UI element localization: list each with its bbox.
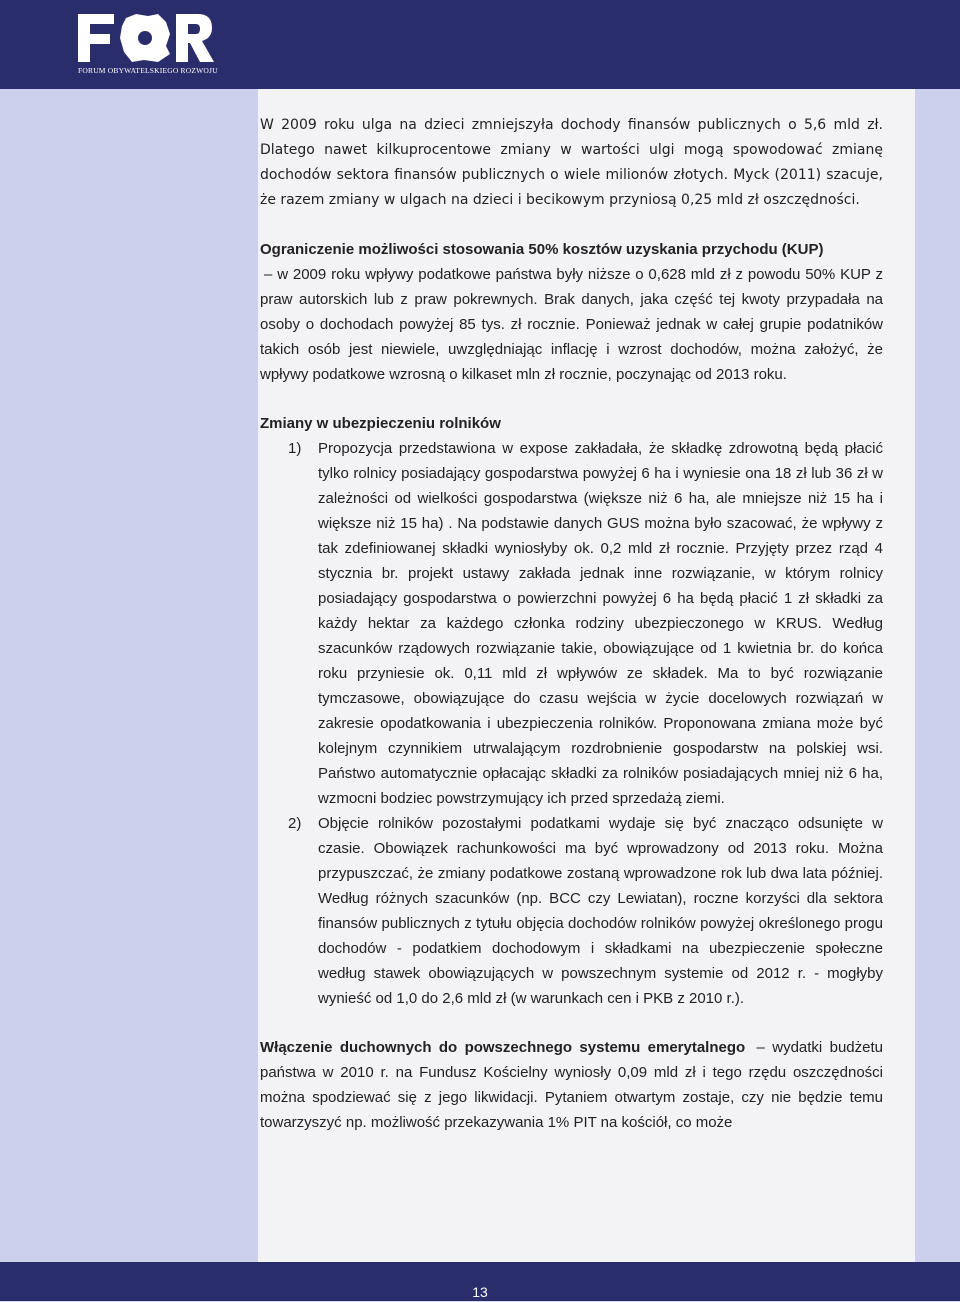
- logo-subtitle: FORUM OBYWATELSKIEGO ROZWOJU: [78, 66, 218, 75]
- paragraph-child-tax-relief: W 2009 roku ulga na dzieci zmniejszyła dochody finansów publicznych o 5,6 mld zł. Dlatego nawet kilkuprocentowe zmiany w wartości ulgi mogą spowodować zmianę dochodów sektora finansów publicznych o wiele milionów złotych. Myck (2011) szacuje, że razem zmiany w ulgach na dzieci i becikowym przyniosą 0,25 mld zł oszczędności.: [260, 117, 883, 208]
- kup-dash: –: [264, 266, 273, 283]
- clergy-dash: –: [756, 1039, 765, 1056]
- kup-text: w 2009 roku wpływy podatkowe państwa były niższe o 0,628 mld zł z powodu 50% KUP z praw autorskich lub z praw pokrewnych. Brak danych, jaka część tej kwoty przypadała na osoby o dochodach powyżej 85 tys. zł rocznie. Ponieważ jednak w całej grupie podatników takich osób jest niewiele, uwzględniając inflację i wzrost dochodów, można założyć, że wpływy podatkowe wzrosną o kilkaset mln zł rocznie, poczynając od 2013 roku.: [260, 266, 883, 383]
- section-heading-wrapper: [260, 411, 883, 436]
- list-item-text: Objęcie rolników pozostałymi podatkami wydaje się być znacząco odsunięte w czasie. Obowiązek rachunkowości ma być wprowadzony od 2013 roku. Można przypuszczać, że zmiany podatkowe zostaną wprowadzone rok lub dwa lata później. Według różnych szacunków (np. BCC czy Lewiatan), roczne korzyści dla sektora finansów publicznych z tytułu objęcia dochodów rolników powyżej określonego progu dochodów - podatkiem dochodowym i składkami na ubezpieczenie społeczne według stawek obowiązujących w powszechnym systemie od 2012 r. - mogłyby wynieść od 1,0 do 2,6 mld zł (w warunkach cen i PKB z 2010 r.).: [318, 815, 883, 1007]
- for-logo: [74, 8, 216, 82]
- paragraph-kup: [260, 237, 883, 387]
- clergy-heading: Włączenie duchownych do powszechnego systemu emerytalnego: [260, 1039, 746, 1056]
- for-logo-mark: [74, 8, 216, 66]
- list-item-number: 2): [288, 815, 302, 832]
- clergy-text: wydatki budżetu państwa w 2010 r. na Fundusz Kościelny wyniosły 0,09 mld zł i tego rzędu oszczędności można spodziewać się z jego likwidacji. Pytaniem otwartym zostaje, czy nie będzie temu towarzyszyć np. możliwość przekazywania 1% PIT na kościół, co może: [260, 1039, 883, 1131]
- list-item-number: 1): [288, 440, 302, 457]
- right-margin-panel: [915, 89, 960, 1262]
- document-body: [260, 113, 883, 1159]
- page-header: [0, 0, 960, 89]
- list-item: [260, 811, 883, 1011]
- page-number: 13: [472, 1284, 488, 1300]
- list-item: [260, 436, 883, 811]
- paragraph-clergy: [260, 1035, 883, 1135]
- left-margin-panel: [0, 89, 258, 1262]
- farmers-insurance-list: [260, 436, 883, 1011]
- list-item-text: Propozycja przedstawiona w expose zakładała, że składkę zdrowotną będą płacić tylko rolnicy posiadający gospodarstwa powyżej 6 ha i wyniesie ona 18 zł lub 36 zł w zależności od wielkości gospodarstwa (większe niż 6 ha, ale mniejsze niż 15 ha i większe niż 15 ha) . Na podstawie danych GUS można było szacować, że wpływy z tak zdefiniowanej składki wyniosłyby ok. 0,2 mld zł rocznie. Przyjęty przez rząd 4 stycznia br. projekt ustawy zakłada jednak inne rozwiązanie, w którym rolnicy posiadający gospodarstwa o powierzchni powyżej 6 ha będą płacić 1 zł składki za każdy hektar za każdego członka rodziny ubezpieczonego w KRUS. Według szacunków rządowych rozwiązanie takie, obowiązujące od 1 kwietnia br. do końca roku przyniesie ok. 0,11 mld zł wpływów ze składek. Ma to być rozwiązanie tymczasowe, obowiązujące do czasu wejścia w życie docelowych rozwiązań w zakresie opodatkowania i ubezpieczenia rolników. Proponowana zmiana może być kolejnym czynnikiem utrwalającym rozdrobnienie gospodarstw na polskiej wsi. Państwo automatycznie opłacając składki za rolników posiadających mniej niż 6 ha, wzmocni bodziec powstrzymujący ich przed sprzedażą ziemi.: [318, 440, 883, 807]
- kup-heading: Ograniczenie możliwości stosowania 50% kosztów uzyskania przychodu (KUP): [260, 241, 824, 258]
- farmers-insurance-heading: Zmiany w ubezpieczeniu rolników: [260, 415, 501, 432]
